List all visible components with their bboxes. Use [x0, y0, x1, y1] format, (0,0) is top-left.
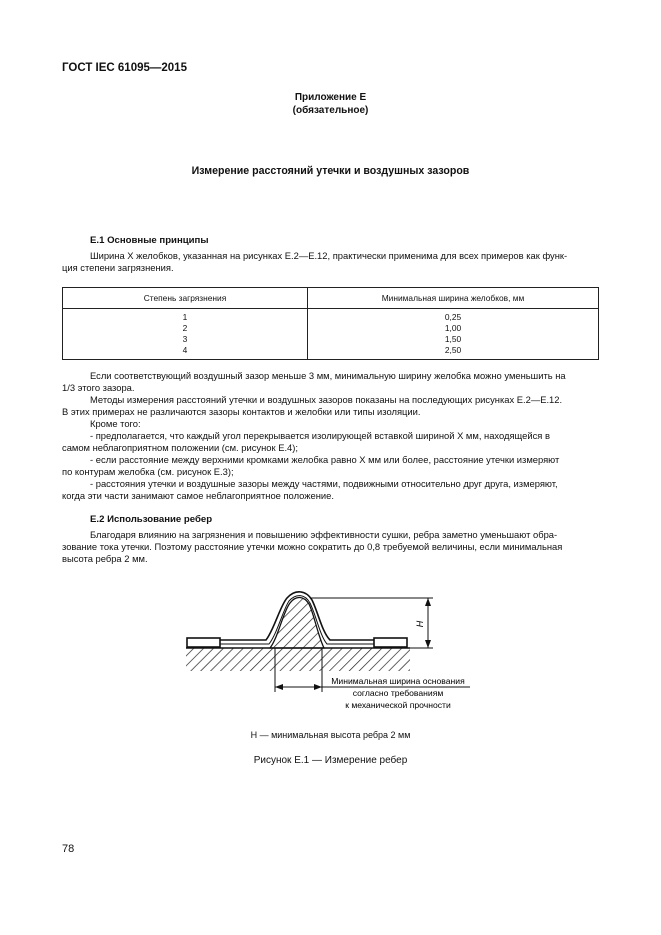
- base-width-label-line3: к механической прочности: [345, 700, 451, 710]
- base-width-label-line1: Минимальная ширина основания: [331, 676, 465, 686]
- h-label: H: [415, 620, 425, 628]
- text-line: ция степени загрязнения.: [62, 262, 174, 273]
- section-heading-e1: Е.1 Основные принципы: [90, 235, 209, 246]
- section-heading-e2: Е.2 Использование ребер: [90, 514, 213, 525]
- width-value: 1,50: [444, 334, 462, 344]
- text-line: Методы измерения расстояний утечки и воздушных зазоров показаны на последующих рисунках Е.2—Е.12.: [90, 394, 563, 405]
- text-line: когда эти части занимают самое неблагоприятное положение.: [62, 490, 334, 501]
- document-code: ГОСТ IEC 61095—2015: [62, 62, 187, 74]
- width-value: 1,00: [444, 323, 462, 333]
- text-line: - расстояния утечки и воздушные зазоры между частями, подвижными относительно друг друга, измеряют,: [90, 478, 558, 489]
- appendix-status: (обязательное): [292, 105, 369, 116]
- text-line: по контурам желобка (см. рисунок Е.3);: [62, 466, 234, 477]
- page-title: Измерение расстояний утечки и воздушных зазоров: [191, 165, 470, 177]
- table-header-degree: Степень загрязнения: [63, 288, 308, 309]
- width-value: 0,25: [444, 312, 462, 322]
- text-line: зование тока утечки. Поэтому расстояние утечки можно сократить до 0,8 требуемой величины, если минимальная: [62, 541, 563, 552]
- degree-value: 4: [182, 345, 188, 355]
- degree-value: 2: [182, 323, 188, 333]
- text-line: Благодаря влиянию на загрязнения и повышению эффективности сушки, ребра заметно уменьшают обра-: [90, 529, 558, 540]
- right-pad: [374, 638, 407, 647]
- degree-value: 3: [182, 334, 188, 344]
- text-line: самом неблагоприятном положении (см. рисунок Е.4);: [62, 442, 298, 453]
- rib-body: [270, 597, 324, 648]
- text-line: - если расстояние между верхними кромками желобка равно X мм или более, расстояние утечки измеряют: [90, 454, 560, 465]
- table-header-width: Минимальная ширина желобков, мм: [308, 288, 599, 309]
- degree-value: 1: [182, 312, 188, 322]
- text-line: 1/3 этого зазора.: [62, 382, 135, 393]
- base-hatching: [186, 648, 410, 671]
- figure-legend: H — минимальная высота ребра 2 мм: [250, 730, 411, 740]
- page-number: 78: [62, 843, 75, 855]
- left-pad: [187, 638, 220, 647]
- text-line: Если соответствующий воздушный зазор меньше 3 мм, минимальную ширину желобка можно уменьшить на: [90, 370, 566, 381]
- width-value: 2,50: [444, 345, 462, 355]
- base-width-arrow-left: [275, 684, 283, 690]
- h-arrow-bottom: [425, 640, 431, 648]
- text-line: Ширина X желобков, указанная на рисунках Е.2—Е.12, практически применима для всех примеров как функ-: [90, 250, 568, 261]
- text-line: высота ребра 2 мм.: [62, 553, 148, 564]
- figure-caption: Рисунок Е.1 — Измерение ребер: [253, 755, 408, 766]
- text-line: - предполагается, что каждый угол перекрывается изолирующей вставкой шириной X мм, находящейся в: [90, 430, 550, 441]
- text-line: В этих примерах не различаются зазоры контактов и желобки или типы изоляции.: [62, 406, 421, 417]
- appendix-title: Приложение Е: [294, 92, 367, 103]
- base-width-label-line2: согласно требованиям: [352, 688, 444, 698]
- h-arrow-top: [425, 598, 431, 606]
- base-width-arrow-right: [314, 684, 322, 690]
- text-line: Кроме того:: [90, 418, 141, 429]
